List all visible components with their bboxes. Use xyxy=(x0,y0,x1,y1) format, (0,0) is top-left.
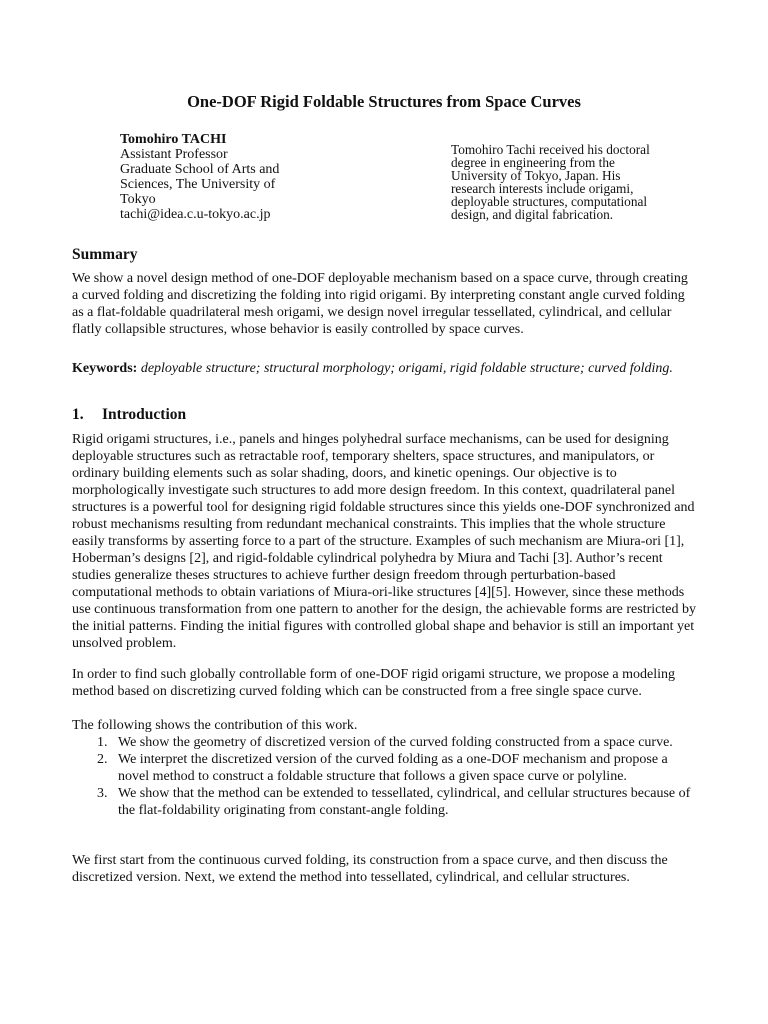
keywords-value: deployable structure; structural morphology; origami, rigid foldable structure; curved folding. xyxy=(140,361,673,376)
list-item xyxy=(72,751,697,785)
section-title: Introduction xyxy=(102,406,187,423)
list-item-number: 1. xyxy=(97,735,108,750)
author-block xyxy=(120,132,320,222)
intro-paragraph-4: We first start from the continuous curved folding, its construction from a space curve, and then discuss the discretized version. Next, we extend the method into tessellated, cylindrical, and cellular structures. xyxy=(72,853,668,885)
summary-text: We show a novel design method of one-DOF deployable mechanism based on a space curve, through creating a curved folding and discretizing the folding into rigid origami. By interpreting constant angle curved folding as a flat-foldable quadrilateral mesh origami, we design novel irregular tessellated, cylindrical, and cellular flatly collapsible structures, whose behavior is easily controlled by space curves. xyxy=(72,271,688,337)
list-item-text: We interpret the discretized version of the curved folding as a one-DOF mechanism and propose a novel method to construct a foldable structure that follows a given space curve or polyline. xyxy=(118,752,668,784)
paper-title: One-DOF Rigid Foldable Structures from Space Curves xyxy=(187,92,581,111)
section-number: 1. xyxy=(72,406,84,423)
list-item xyxy=(72,734,697,751)
introduction-heading xyxy=(72,406,186,424)
list-item-number: 2. xyxy=(97,752,108,767)
intro-paragraph-1: Rigid origami structures, i.e., panels and hinges polyhedral surface mechanisms, can be used for designing deployable structures such as retractable roof, temporary shelters, space structures, and manipulators, or ordinary building elements such as solar shading, doors, and kinetic openings. Our objective is to morphologically investigate such structures to add more design freedom. In this context, quadrilateral panel structures is a powerful tool for designing rigid foldable structures since this yields one-DOF synchronized and robust mechanisms resulting from redundant mechanical constraints. This implies that the whole structure easily transforms by asserting force to a part of the structure. Examples of such mechanism are Miura-ori [1], Hoberman’s designs [2], and rigid-foldable cylindrical polyhedra by Miura and Tachi [3]. Author’s recent studies generalize theses structures to achieve further design freedom through perturbation-based computational methods to obtain variations of Miura-ori-like structures [4][5]. However, since these methods use continuous transformation from one pattern to another for the design, the achievable forms are restricted by the initial patterns. Finding the initial figures with controlled global shape and behavior is still an important yet unsolved problem. xyxy=(72,432,696,651)
author-affiliation-line-3: Tokyo xyxy=(120,192,156,207)
author-bio: Tomohiro Tachi received his doctoral degree in engineering from the University of Tokyo, Japan. His research interests include origami, deployable structures, computational design, and digital fabrication. xyxy=(451,142,650,222)
author-affiliation-line-1: Graduate School of Arts and xyxy=(120,162,280,177)
author-position: Assistant Professor xyxy=(120,147,228,162)
list-item-text: We show that the method can be extended to tessellated, cylindrical, and cellular structures because of the flat-foldability originating from constant-angle folding. xyxy=(118,786,691,818)
contribution-list xyxy=(72,734,697,819)
keywords-label: Keywords: xyxy=(72,361,138,376)
author-affiliation-line-2: Sciences, The University of xyxy=(120,177,276,192)
list-item-number: 3. xyxy=(97,786,108,801)
intro-paragraph-3: The following shows the contribution of this work. xyxy=(72,718,358,733)
summary-heading: Summary xyxy=(72,246,138,263)
intro-paragraph-2: In order to find such globally controllable form of one-DOF rigid origami structure, we propose a modeling method based on discretizing curved folding which can be constructed from a free single space curve. xyxy=(72,667,676,699)
list-item-text: We show the geometry of discretized version of the curved folding constructed from a space curve. xyxy=(118,735,673,750)
author-name: Tomohiro TACHI xyxy=(120,132,227,147)
keywords xyxy=(72,362,697,376)
list-item xyxy=(72,785,697,819)
author-email[interactable]: tachi@idea.c.u-tokyo.ac.jp xyxy=(120,207,271,222)
